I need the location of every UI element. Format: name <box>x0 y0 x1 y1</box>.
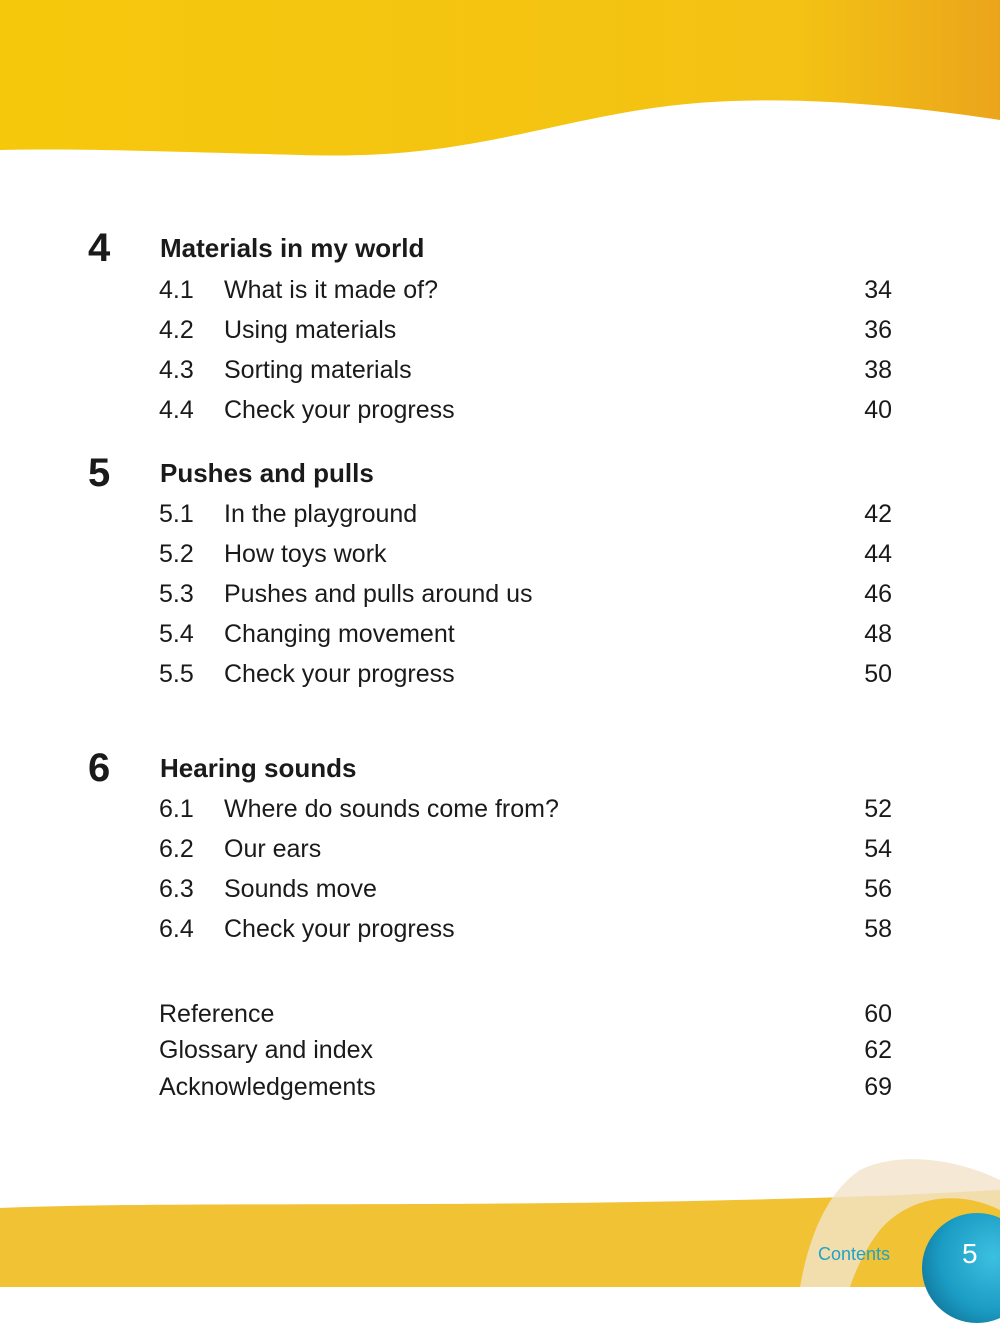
toc-entry[interactable] <box>0 656 1000 692</box>
section-number: 5.2 <box>159 540 194 568</box>
chapter-number: 4 <box>88 226 111 270</box>
chapter-title: Pushes and pulls <box>160 458 374 488</box>
toc-entry-glossary[interactable] <box>0 1032 1000 1068</box>
toc-entry[interactable] <box>0 831 1000 867</box>
section-title: Sorting materials <box>224 356 412 384</box>
entry-title: Glossary and index <box>159 1036 374 1064</box>
footer-page-number: 5 <box>962 1238 978 1269</box>
chapter-4-heading[interactable] <box>0 226 1000 270</box>
section-number: 5.1 <box>159 500 194 528</box>
toc-entry[interactable] <box>0 791 1000 827</box>
page-number: 62 <box>864 1036 892 1064</box>
toc-entry-reference[interactable] <box>0 996 1000 1032</box>
chapter-title: Hearing sounds <box>160 753 357 783</box>
section-number: 6.4 <box>159 915 194 943</box>
page-number: 42 <box>864 500 892 528</box>
bottom-decorative-band <box>0 1150 1000 1287</box>
section-number: 4.2 <box>159 316 194 344</box>
page-number: 60 <box>864 1000 892 1028</box>
chapter-5-heading[interactable] <box>0 451 1000 495</box>
section-number: 4.1 <box>159 276 194 304</box>
section-title: Check your progress <box>224 915 455 943</box>
section-number: 6.2 <box>159 835 194 863</box>
toc-entry[interactable] <box>0 392 1000 428</box>
footer-section-label: Contents <box>818 1244 891 1264</box>
chapter-number: 6 <box>88 746 111 790</box>
page-number: 46 <box>864 580 892 608</box>
section-title: In the playground <box>224 500 418 528</box>
toc-entry[interactable] <box>0 871 1000 907</box>
chapter-6-heading[interactable] <box>0 746 1000 790</box>
page-number: 69 <box>864 1073 892 1101</box>
toc-entry-acknowledgements[interactable] <box>0 1069 1000 1105</box>
page-number: 50 <box>864 660 892 688</box>
section-title: How toys work <box>224 540 387 568</box>
section-number: 5.3 <box>159 580 194 608</box>
entry-title: Acknowledgements <box>159 1073 376 1101</box>
page-number: 44 <box>864 540 892 568</box>
page-number: 40 <box>864 396 892 424</box>
section-title: Check your progress <box>224 660 455 688</box>
toc-entry[interactable] <box>0 272 1000 308</box>
section-number: 5.4 <box>159 620 194 648</box>
section-number: 4.3 <box>159 356 194 384</box>
toc-entry[interactable] <box>0 911 1000 947</box>
page-number: 52 <box>864 795 892 823</box>
section-title: Changing movement <box>224 620 455 648</box>
section-number: 4.4 <box>159 396 194 424</box>
section-number: 5.5 <box>159 660 194 688</box>
page-number: 58 <box>864 915 892 943</box>
section-title: Check your progress <box>224 396 455 424</box>
section-title: Pushes and pulls around us <box>224 580 533 608</box>
toc-entry[interactable] <box>0 352 1000 388</box>
page-number: 36 <box>864 316 892 344</box>
section-title: Sounds move <box>224 875 377 903</box>
toc-entry[interactable] <box>0 536 1000 572</box>
page-number: 56 <box>864 875 892 903</box>
chapter-title: Materials in my world <box>160 233 425 263</box>
toc-entry[interactable] <box>0 312 1000 348</box>
section-number: 6.1 <box>159 795 194 823</box>
toc-entry[interactable] <box>0 616 1000 652</box>
section-number: 6.3 <box>159 875 194 903</box>
top-decorative-band <box>0 0 1000 200</box>
section-title: Where do sounds come from? <box>224 795 559 823</box>
section-title: Our ears <box>224 835 322 863</box>
page-number: 38 <box>864 356 892 384</box>
page-number: 54 <box>864 835 892 863</box>
toc-entry[interactable] <box>0 576 1000 612</box>
page-number: 48 <box>864 620 892 648</box>
section-title: Using materials <box>224 316 397 344</box>
toc-entry[interactable] <box>0 496 1000 532</box>
page-number: 34 <box>864 276 892 304</box>
section-title: What is it made of? <box>224 276 438 304</box>
chapter-number: 5 <box>88 451 111 495</box>
entry-title: Reference <box>159 1000 275 1028</box>
